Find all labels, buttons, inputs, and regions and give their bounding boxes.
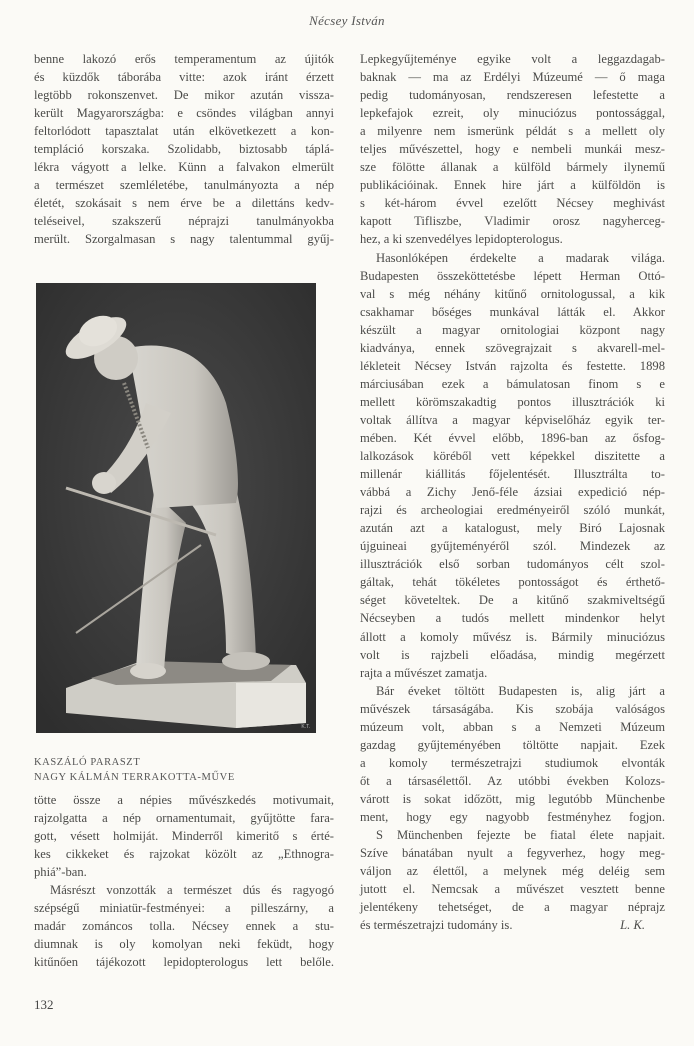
text-line: hez, a ki szenvedélyes lepidopterologus. bbox=[360, 232, 563, 247]
text-line: művészek társaságába. Kis szobája valóságos bbox=[360, 701, 665, 716]
text-line: és természetrajzi tudomány is. L. K. bbox=[360, 916, 665, 934]
text-line: s két-három évvel ezelőtt Nécsey meghivást bbox=[360, 196, 665, 211]
text-line: Másrészt vonzották a természet dús és ragyogó bbox=[50, 883, 334, 898]
text-line: merült. Szorgalmasan s nagy talentummal gyűj- bbox=[34, 232, 334, 247]
text-line: Hasonlóképen érdekelte a madarak világa. bbox=[376, 250, 665, 265]
text-line: lékra vágyott a lelke. Künn a falvakon elmerült bbox=[34, 160, 334, 175]
text-line: feltorlódott tapasztalat után elkövetkezett a kon- bbox=[34, 124, 334, 139]
text-line: Lepkegyűjteménye egyike volt a leggazdagab- bbox=[360, 52, 665, 66]
text-line: lalkozások köréből vett képekkel diszitette a bbox=[360, 449, 665, 464]
text-line: Szíve bánatában nyult a fegyverhez, hogy meg- bbox=[360, 846, 665, 861]
text-line: phiá”-ban. bbox=[34, 865, 87, 880]
text-line: állott a komoly művész is. Bármily minuciózus bbox=[360, 629, 665, 644]
text-line: jelentékeny tehetséget, de a magyar néprajz bbox=[360, 900, 665, 915]
text-line: sze fölötte állanak a külföld bármely ilynemű bbox=[360, 160, 665, 175]
text-line: volt is rajzbeli előadása, mindig megérzett bbox=[360, 647, 665, 662]
text-line: Bár éveket töltött Budapesten is, alig járt a bbox=[376, 683, 665, 698]
left-column-bottom bbox=[34, 791, 334, 971]
text-line: diumnak is oly komolyan neki feküdt, hogy bbox=[34, 937, 334, 952]
text-line: templáció korszaka. Szolidabb, biztosabb táplá- bbox=[34, 142, 334, 157]
text-line: rajzolgatta a nép ornamentumait, gyűjtötte fara- bbox=[34, 811, 334, 826]
photo-initials: K.T. bbox=[301, 724, 310, 730]
text-line: voltak állítva a magyar képviselőház egyik ter- bbox=[360, 412, 665, 427]
text-line: kapott Tifliszbe, Vladimir orosz nagyherceg- bbox=[360, 214, 665, 229]
text-line: gáltak, tehát tökéletes pontosságot és érthető- bbox=[360, 575, 665, 590]
paragraph bbox=[360, 50, 665, 249]
paragraph bbox=[360, 682, 665, 826]
statue-photograph bbox=[36, 283, 316, 733]
text-line: csakhamar bőséges munkával látták el. Akkor bbox=[360, 304, 665, 319]
caption-credit: NAGY KÁLMÁN TERRAKOTTA-MŰVE bbox=[34, 772, 235, 783]
text-line: mellett körömszakadtig pontos illusztrációk ki bbox=[360, 394, 665, 409]
text-line: Budapesten összeköttetésbe lépett Herman Ottó- bbox=[360, 268, 665, 283]
text-line: került Magyarországba: e csöndes világban annyi bbox=[34, 106, 334, 121]
text-line: benne lakozó erős temperamentum az újitók bbox=[34, 52, 334, 66]
text-line: teljes művészettel, hogy e nembeli munkái mesz- bbox=[360, 142, 665, 157]
paragraph bbox=[360, 826, 665, 934]
text-line: illusztrációk első sorban tudományos célt szol- bbox=[360, 557, 665, 572]
text-line: azután azt a katalogust, mely Biró Lajosnak bbox=[360, 521, 665, 536]
text-line: Nécseyben a tudós mellett mindenkor helyt bbox=[360, 611, 665, 626]
text-line: várott is sokat időzött, mig legutóbb Münchenbe bbox=[360, 791, 665, 806]
text-line: márciusában ezek a bámulatosan finom s e bbox=[360, 376, 665, 391]
text-line: millenár kiállitás főjelentését. Illusztrálta to- bbox=[360, 467, 665, 482]
text-line: mében. Két évvel előbb, 1896-ban az ősfog- bbox=[360, 430, 665, 445]
text-line: a milyenre nem ismerünk példát s a mellett oly bbox=[360, 124, 665, 139]
statue-image bbox=[36, 283, 316, 733]
text-line: a komoly természetrajzi studiumok elvonták bbox=[360, 755, 665, 770]
text-line: gott, vésett holmiját. Minderről kimeritő s érté- bbox=[34, 829, 334, 844]
text-line: készült a magyar ornitologiai központ nagy bbox=[360, 322, 665, 337]
text-line: S Münchenben fejezte be fiatal élete napjait. bbox=[376, 828, 665, 843]
text-line: gazdag gyűjteményében töltötte napjait. Ezek bbox=[360, 737, 665, 752]
text-line: séget követeltek. De a kitűnő szakmiveltségű bbox=[360, 593, 665, 608]
text-line: kes cikkeket és rajzokat közölt az „Ethnogra- bbox=[34, 847, 334, 862]
text-line: a természet szemléletébe, tanulmányozta a nép bbox=[34, 178, 334, 193]
text-line: életét, szokásait s nem érve be a dilettáns kedv- bbox=[34, 196, 334, 211]
text-line: legtöbb rokonszenvet. De mikor azután vissza- bbox=[34, 88, 334, 103]
text-line: kitűnően tájékozott lepidopterologus lett belőle. bbox=[34, 955, 334, 970]
running-head: Nécsey István bbox=[309, 13, 385, 28]
text-line: madár zománcos tolla. Nécsey ennek a stu- bbox=[34, 919, 334, 934]
text-line: ment, hogy egy nagyobb festményhez fogjon. bbox=[360, 809, 665, 824]
left-column-top bbox=[34, 50, 334, 249]
text-line: rajta a művészet zamatja. bbox=[360, 665, 488, 680]
paragraph bbox=[34, 791, 334, 881]
paragraph bbox=[360, 249, 665, 682]
text-line: lepkefajok ezreit, oly minuciózus pontossággal, bbox=[360, 106, 665, 121]
text-line: váljon az élettől, a melynek még deléig sem bbox=[360, 864, 665, 879]
text-line: múzeum volt, abban s a Nemzeti Múzeum bbox=[360, 719, 665, 734]
text-line: teléseivel, szakszerű néprajzi tanulmányokba bbox=[34, 214, 334, 229]
text-line: rajzi és archeologiai eredményeiről szóló munkát, bbox=[360, 503, 665, 518]
right-column bbox=[360, 50, 665, 934]
author-signature: L. K. bbox=[620, 918, 645, 933]
text-line: szépségű miniatür-festményei: a pilleszárny, a bbox=[34, 901, 334, 916]
figure-caption bbox=[34, 755, 334, 785]
text-line: és küzdők táborába vitte: azok iránt érzett bbox=[34, 70, 334, 85]
text-line: tötte össze a népies művészkedés motivumait, bbox=[34, 793, 334, 807]
text-line: pedig tudományosan, rendszeresen lefestette a bbox=[360, 88, 665, 103]
page-number: 132 bbox=[34, 997, 54, 1012]
text-line: val s még néhány kitűnő ornitologussal, a kik bbox=[360, 286, 665, 301]
text-line: kiadványa, ennek szövegrajzait s akvarell-mel- bbox=[360, 340, 665, 355]
paragraph bbox=[34, 881, 334, 971]
text-line: baknak — ma az Erdélyi Múzeumé — ő maga bbox=[360, 70, 665, 85]
text-line: lékleteit Nécsey István rajzolta és festette. 1898 bbox=[360, 358, 665, 373]
text-line: publikációinak. Ennek hire járt a külföldön is bbox=[360, 178, 665, 193]
text-line: vábbá a Zichy Jenő-féle ázsiai expedició nép- bbox=[360, 485, 665, 500]
caption-title: KASZÁLÓ PARASZT bbox=[34, 757, 141, 768]
text-line: újguineai gyűjteményéről szól. Mindezek az bbox=[360, 539, 665, 554]
text-line: őt a társasélettől. Az utóbbi években Kolozs- bbox=[360, 773, 665, 788]
text-line: jutott el. Nemcsak a művészet vesztett benne bbox=[360, 882, 665, 897]
